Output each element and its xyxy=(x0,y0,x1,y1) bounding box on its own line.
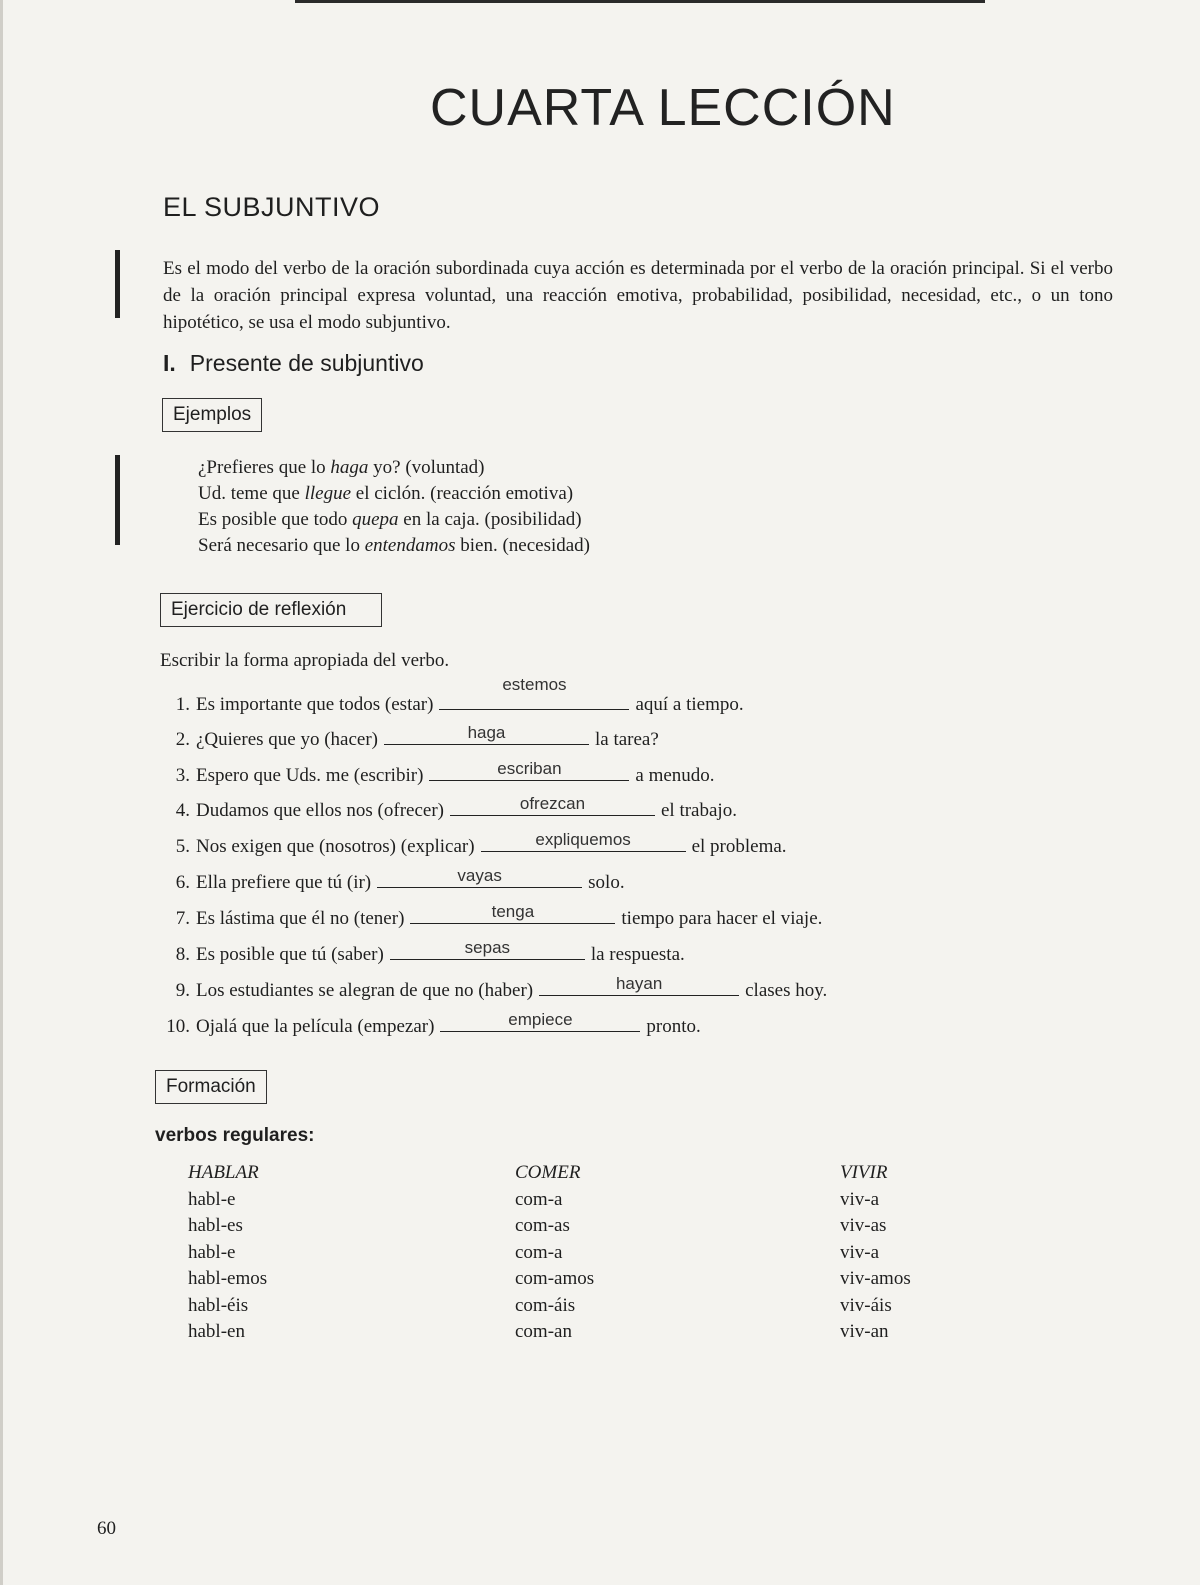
conjugation-column xyxy=(840,1160,911,1346)
verbs-subheading: verbos regulares: xyxy=(155,1125,315,1146)
exercise-item: 7. Es lástima que él no (tener) tenga tiempo para hacer el viaje. xyxy=(175,902,823,929)
answer-blank[interactable]: estemos xyxy=(439,687,629,710)
verb-form: com-a xyxy=(515,1188,563,1210)
conjugation-column xyxy=(515,1160,594,1346)
answer-blank[interactable]: expliquemos xyxy=(481,829,686,852)
verb-infinitive: COMER xyxy=(515,1162,581,1183)
margin-bar xyxy=(115,250,120,318)
examples-label: Ejemplos xyxy=(162,398,262,432)
exercise-label: Ejercicio de reflexión xyxy=(160,593,382,627)
conjugation-column xyxy=(188,1160,267,1346)
subsection-title: Presente de subjuntivo xyxy=(189,350,424,376)
answer-blank[interactable]: empiece xyxy=(440,1009,640,1032)
example-verb: entendamos xyxy=(364,535,456,556)
exercise-item: 2. ¿Quieres que yo (hacer) haga la tarea? xyxy=(175,723,659,750)
example-verb: llegue xyxy=(304,483,352,504)
exercise-item: 5. Nos exigen que (nosotros) (explicar) expliquemos el problema. xyxy=(175,830,787,857)
example-item: Es posible que todo quepa en la caja. (posibilidad) xyxy=(198,509,582,530)
example-verb: quepa xyxy=(352,509,399,530)
margin-bar xyxy=(115,455,120,545)
verb-form: viv-áis xyxy=(840,1294,892,1316)
verb-form: com-as xyxy=(515,1215,570,1236)
example-item: Será necesario que lo entendamos bien. (necesidad) xyxy=(198,535,591,556)
example-item: ¿Prefieres que lo haga yo? (voluntad) xyxy=(198,457,485,478)
verb-form: habl-emos xyxy=(188,1268,268,1289)
answer-blank[interactable]: sepas xyxy=(390,937,585,960)
exercise-instruction: Escribir la forma apropiada del verbo. xyxy=(160,650,450,671)
verb-form: com-áis xyxy=(515,1294,576,1316)
verb-form: viv-an xyxy=(840,1321,889,1342)
formation-label: Formación xyxy=(155,1070,267,1104)
section-heading: EL SUBJUNTIVO xyxy=(163,192,381,222)
answer-blank[interactable]: tenga xyxy=(410,901,615,924)
verb-form: com-amos xyxy=(515,1268,595,1289)
subsection-number: I. xyxy=(163,350,176,376)
answer-blank[interactable]: escriban xyxy=(429,758,629,781)
exercise-item: 4. Dudamos que ellos nos (ofrecer) ofrezcan el trabajo. xyxy=(175,794,737,821)
verb-form: habl-e xyxy=(188,1241,236,1263)
verb-infinitive: HABLAR xyxy=(188,1162,259,1183)
verb-form: habl-éis xyxy=(188,1294,249,1316)
verb-infinitive: VIVIR xyxy=(840,1162,888,1183)
verb-form: com-a xyxy=(515,1241,563,1263)
answer-blank[interactable]: ofrezcan xyxy=(450,793,655,816)
verb-form: viv-a xyxy=(840,1188,880,1210)
intro-paragraph: Es el modo del verbo de la oración subordinada cuya acción es determinada por el verbo de la oración principal. Si el verbo de la oración principal expresa voluntad, una reacción emotiva, probabilidad, posibilidad, necesidad, etc., o un tono hipotético, se usa el modo subjuntivo. xyxy=(163,258,1113,333)
answer-blank[interactable]: haga xyxy=(384,722,589,745)
answer-blank[interactable]: hayan xyxy=(539,973,739,996)
exercise-item: 6. Ella prefiere que tú (ir) vayas solo. xyxy=(175,866,625,893)
page-edge xyxy=(0,0,3,1585)
page-title: CUARTA LECCIÓN xyxy=(430,79,896,137)
exercise-item: 1. Es importante que todos (estar) estemos aquí a tiempo. xyxy=(175,675,744,715)
exercise-item: 10. Ojalá que la película (empezar) empiece pronto. xyxy=(166,1010,701,1037)
verb-form: habl-es xyxy=(188,1215,243,1236)
example-verb: haga xyxy=(330,457,369,478)
top-rule xyxy=(295,0,985,3)
subsection-heading xyxy=(163,350,424,377)
verb-form: habl-e xyxy=(188,1188,236,1210)
verb-form: com-an xyxy=(515,1321,572,1342)
exercise-item: 3. Espero que Uds. me (escribir) escriban a menudo. xyxy=(175,759,715,786)
verb-form: viv-amos xyxy=(840,1268,911,1289)
verb-form: habl-en xyxy=(188,1321,245,1342)
verb-form: viv-as xyxy=(840,1215,887,1236)
example-item: Ud. teme que llegue el ciclón. (reacción emotiva) xyxy=(198,483,574,504)
verb-form: viv-a xyxy=(840,1241,880,1263)
exercise-item: 8. Es posible que tú (saber) sepas la respuesta. xyxy=(175,938,685,965)
answer-blank[interactable]: vayas xyxy=(377,865,582,888)
examples-list xyxy=(198,455,590,559)
page-number: 60 xyxy=(97,1518,116,1539)
exercise-item: 9. Los estudiantes se alegran de que no (haber) hayan clases hoy. xyxy=(175,974,828,1001)
